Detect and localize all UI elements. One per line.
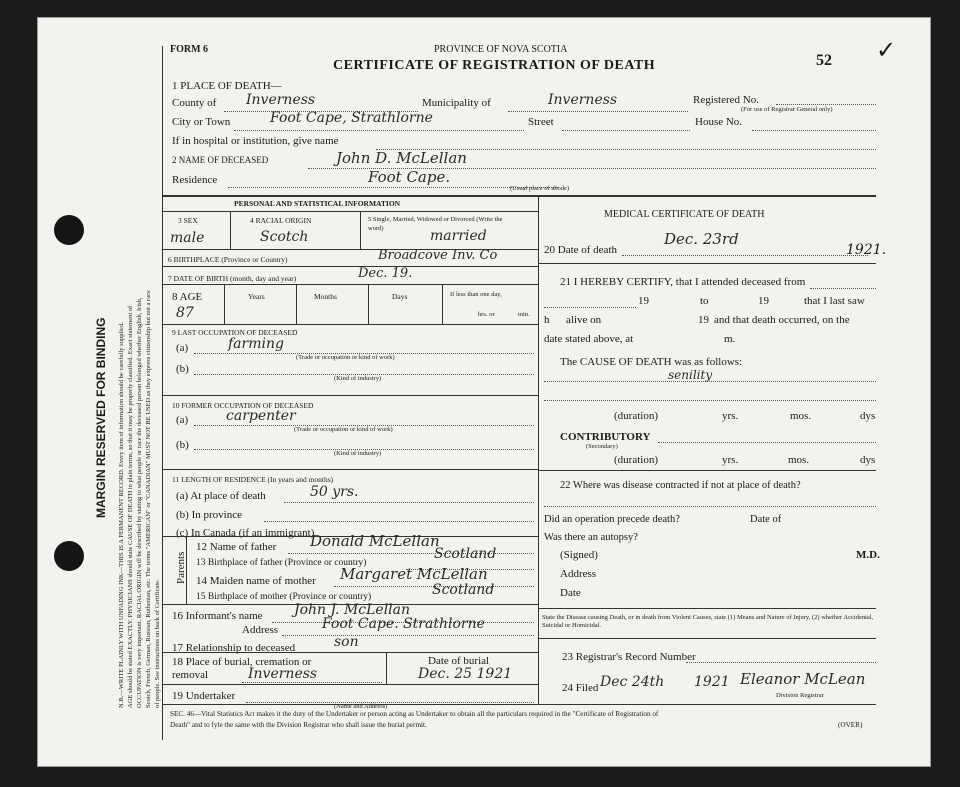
certify-m: m. [724, 333, 736, 345]
cause-of-death-label: The CAUSE OF DEATH was as follows: [560, 356, 743, 368]
mother-birthplace-label: 15 Birthplace of mother (Province or country) [196, 592, 372, 602]
left-border-rule [162, 46, 163, 740]
filed-year-value: 1921 [694, 674, 730, 690]
check-mark: ✓ [876, 38, 897, 64]
birthplace-value: Broadcove Inv. Co [378, 248, 498, 263]
contracted-label: 22 Where was disease contracted if not at place of death? [560, 480, 801, 491]
former-b-label: (b) [176, 439, 189, 451]
min-label: min. [518, 311, 530, 318]
margin-binding-label: MARGIN RESERVED FOR BINDING [94, 317, 108, 518]
undertaker-note: (Name and Address) [334, 703, 388, 710]
registered-no-label: Registered No. [693, 94, 759, 106]
street-label: Street [528, 116, 554, 128]
certify-19-c: 19 [698, 314, 709, 326]
duration-label-2: (duration) [614, 454, 658, 466]
certify-h: h [544, 314, 550, 326]
dob-label: 7 DATE OF BIRTH (month, day and year) [168, 274, 297, 283]
marital-label-text: 5 Single, Married, Widowed or Divorced (Write the word) [368, 216, 503, 232]
death-year-value: 1921. [846, 242, 887, 258]
residence-note: (Usual place of abode) [510, 185, 570, 192]
burial-value: Inverness [248, 666, 318, 682]
sec46-note-line2: Death" and to fyle the same with the Division Registrar who shall issue the burial permit. [170, 721, 427, 729]
medical-address-label: Address [560, 568, 597, 580]
county-label: County of [172, 97, 217, 109]
city-value: Foot Cape, Strathlorne [270, 110, 433, 126]
former-industry-note: (Kind of industry) [334, 450, 382, 457]
certify-death-occurred: and that death occurred, on the [714, 314, 850, 326]
undertaker-label: 19 Undertaker [172, 690, 236, 702]
secondary-note: (Secondary) [586, 443, 618, 450]
dob-value: Dec. 19. [358, 266, 413, 281]
division-registrar-note: Division Registrar [776, 692, 824, 699]
in-province-label: (b) In province [176, 509, 242, 521]
autopsy-label: Was there an autopsy? [544, 532, 638, 543]
at-place-of-death-label: (a) At place of death [176, 490, 266, 502]
racial-origin-label: 4 RACIAL ORIGIN [250, 216, 312, 225]
certify-to: to [700, 295, 709, 307]
mother-name-label: 14 Maiden name of mother [196, 575, 316, 587]
father-birthplace-label: 13 Birthplace of father (Province or country) [196, 558, 367, 568]
margin-note-3: OCCUPATION is very important. RACIAL ORIGIN will be described by stating to what people or race the deceased person belonged whether English, Irish, [136, 297, 143, 708]
name-of-deceased-label: 2 NAME OF DECEASED [172, 155, 269, 165]
in-canada-label: (c) In Canada (if an immigrant) [176, 527, 315, 539]
parents-label: Parents [175, 551, 187, 584]
yrs-label-1: yrs. [722, 410, 739, 422]
former-occupation-note: (Trade or occupation or kind of work) [294, 426, 393, 433]
sex-value: male [170, 230, 205, 246]
registrar-signature: Eleanor McLean [740, 670, 866, 688]
margin-note-2: AGE should be stated EXACTLY. PHYSICIANS should state CAUSE OF DEATH in plain terms, so that it may be properly classified. Exact statement of [127, 305, 134, 708]
residence-value: Foot Cape. [368, 168, 451, 186]
duration-label-1: (duration) [614, 410, 658, 422]
months-label: Months [314, 292, 337, 301]
date-of-death-year [846, 242, 886, 258]
medical-date-label: Date [560, 587, 581, 599]
record-number-label: 23 Registrar's Record Number [562, 651, 696, 663]
relationship-label: 17 Relationship to deceased [172, 642, 296, 654]
occupation-a-label: (a) [176, 342, 189, 354]
years-label: Years [248, 292, 265, 301]
age-value: 87 [176, 305, 194, 321]
dys-label-1: dys [860, 410, 876, 422]
informant-value: John J. McLellan [294, 602, 411, 618]
dys-label-2: dys [860, 454, 876, 466]
relationship-value: son [334, 634, 359, 650]
mos-label-2: mos. [788, 454, 810, 466]
hospital-label: If in hospital or institution, give name [172, 135, 339, 147]
hrs-label: hrs. or [478, 311, 495, 318]
burial-label-text: 18 Place of burial, cremation or removal [172, 656, 312, 681]
father-birthplace-value: Scotland [434, 546, 497, 562]
house-no-label: House No. [695, 116, 743, 128]
certificate-title: CERTIFICATE OF REGISTRATION OF DEATH [333, 58, 656, 73]
place-of-death-heading: 1 PLACE OF DEATH— [172, 80, 282, 92]
former-a-label: (a) [176, 414, 189, 426]
certify-date-stated: date stated above, at [544, 333, 634, 345]
informant-address-label: Address [242, 624, 279, 636]
last-occupation-label: 9 LAST OCCUPATION OF DECEASED [172, 328, 298, 337]
age-label: 8 AGE [172, 291, 203, 303]
filed-date-value: Dec 24th [600, 674, 665, 690]
residence-label: Residence [172, 174, 218, 186]
father-name-value: Donald McLellan [310, 532, 440, 550]
certify-19-a: 19 [638, 295, 649, 307]
binding-hole-top [54, 215, 84, 245]
mother-name-value: Margaret McLellan [340, 565, 488, 583]
city-label: City or Town [172, 116, 231, 128]
violent-causes-note [542, 614, 876, 630]
registered-no-note: (For use of Registrar General only) [741, 106, 833, 113]
margin-note-4: Scotch, French, German, Russian, Ruthenian, etc. The terms "AMERICAN" or "CANADIAN" MUST NOT BE USED as they express citizenship but not a race [145, 290, 152, 708]
certificate-number: 52 [816, 52, 832, 69]
municipality-value: Inverness [548, 92, 618, 108]
date-of-death-value: Dec. 23rd [664, 230, 739, 248]
last-occupation-value: farming [228, 336, 284, 352]
filed-label: 24 Filed [562, 682, 599, 694]
margin-note-5: of people. See instructions on back of Certificate. [154, 579, 161, 708]
informant-label: 16 Informant's name [172, 610, 263, 622]
birthplace-label: 6 BIRTHPLACE (Province or Country) [168, 255, 288, 264]
former-occupation-label: 10 FORMER OCCUPATION OF DECEASED [172, 401, 314, 410]
father-name-label: 12 Name of father [196, 541, 277, 553]
marital-value: married [430, 228, 487, 244]
at-place-of-death-value: 50 yrs. [310, 484, 359, 500]
days-label: Days [392, 292, 408, 301]
violent-causes-text: State the Disease causing Death, or in death from Violent Causes, state (1) Means and Nature of Injury, (2) whether Accidental, Suicidal or Homicidal. [542, 614, 874, 629]
burial-date-value: Dec. 25 1921 [418, 666, 513, 682]
personal-heading: PERSONAL AND STATISTICAL INFORMATION [234, 199, 401, 208]
signed-label: (Signed) [560, 549, 598, 561]
contributory-label: CONTRIBUTORY [560, 431, 651, 443]
cause-of-death-value: senility [668, 368, 713, 382]
burial-date-label: Date of burial [428, 655, 490, 667]
certify-19-b: 19 [758, 295, 769, 307]
residence-length-label: 11 LENGTH OF RESIDENCE (In years and months) [172, 475, 334, 484]
occupation-b-label: (b) [176, 363, 189, 375]
informant-address-value: Foot Cape. Strathlorne [322, 616, 485, 632]
md-label: M.D. [856, 549, 880, 561]
mother-birthplace-value: Scotland [432, 582, 495, 598]
center-divider [538, 195, 539, 704]
date-of-death-label: 20 Date of death [544, 244, 617, 256]
racial-origin-value: Scotch [260, 229, 309, 245]
certificate-paper [38, 18, 930, 766]
operation-label: Did an operation precede death? [544, 514, 680, 525]
mos-label-1: mos. [790, 410, 812, 422]
industry-note: (Kind of industry) [334, 375, 382, 382]
certify-label: 21 I HEREBY CERTIFY, that I attended deceased from [560, 276, 806, 288]
binding-hole-bottom [54, 541, 84, 571]
municipality-label: Municipality of [422, 97, 491, 109]
certify-alive-on: alive on [566, 314, 602, 326]
over-label: (OVER) [838, 721, 863, 729]
occupation-note: (Trade or occupation or kind of work) [296, 354, 395, 361]
sec46-note-line1: SEC. 46—Vital Statistics Act makes it the duty of the Undertaker or person acting as Undertaker to obtain all the particulars required in the "Certificate of Registration of [170, 710, 659, 718]
form-number: FORM 6 [170, 44, 209, 55]
margin-note-1: N.B.—WRITE PLAINLY WITH UNFADING INK—THIS IS A PERMANENT RECORD. Every item of information should be carefully supplied. [118, 322, 125, 708]
sex-label: 3 SEX [178, 216, 198, 225]
yrs-label-2: yrs. [722, 454, 739, 466]
county-value: Inverness [246, 92, 316, 108]
province-heading: PROVINCE OF NOVA SCOTIA [434, 44, 568, 55]
operation-date-label: Date of [750, 514, 782, 525]
former-occupation-value: carpenter [226, 408, 296, 424]
certify-last-saw: that I last saw [804, 295, 865, 307]
name-of-deceased-value: John D. McLellan [336, 149, 467, 167]
less-than-day-label: If less than one day, [450, 291, 502, 298]
medical-heading: MEDICAL CERTIFICATE OF DEATH [604, 209, 765, 220]
